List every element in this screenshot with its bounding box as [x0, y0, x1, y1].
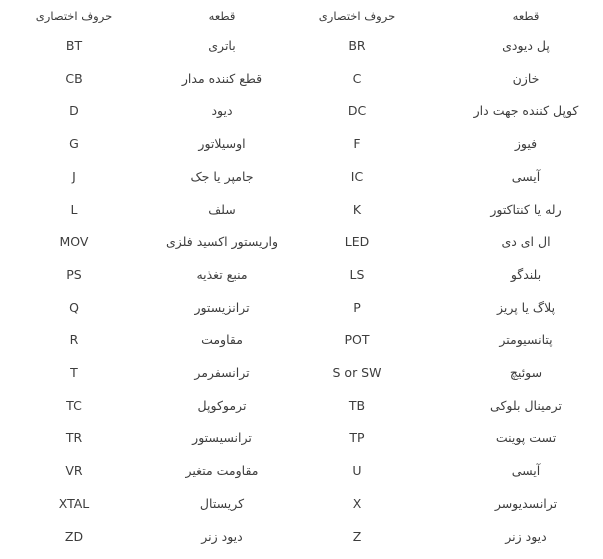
part-cell-2: ترانزیستور [194, 299, 250, 315]
part-cell-2: واریستور اکسید فلزی [165, 234, 279, 250]
abbr-cell: LED [344, 234, 370, 250]
abbr-cell: S or SW [332, 365, 382, 380]
table-row [0, 324, 603, 356]
table-row [0, 422, 603, 454]
header-part-2: قطعه [208, 9, 236, 23]
table-row [0, 292, 603, 324]
part-cell: ترمینال بلوکی [490, 397, 562, 413]
part-cell: بلندگو [510, 266, 542, 282]
part-cell: ترانسدیوسر [494, 495, 558, 511]
part-cell-2: جامپر یا جک [190, 168, 254, 184]
table-row [0, 488, 603, 520]
table-row [0, 30, 603, 62]
abbr-cell-2: CB [65, 70, 83, 86]
abbr-cell-2: L [70, 201, 78, 217]
abbr-cell: POT [344, 332, 370, 348]
part-cell: پل دیودی [502, 38, 550, 53]
abbr-cell: K [352, 201, 362, 217]
abbr-cell-2: R [69, 332, 79, 348]
abbr-cell: DC [347, 103, 367, 119]
part-cell-2: ترانسفرمر [194, 365, 250, 380]
part-cell-2: باتری [208, 38, 236, 53]
abbr-cell: Z [352, 528, 362, 544]
part-cell-2: مقاومت [201, 332, 243, 348]
abbr-cell-2: MOV [59, 234, 89, 250]
part-cell: سوئیچ [509, 365, 543, 380]
part-cell-2: ترانسیستور [192, 430, 252, 446]
abbr-cell: IC [350, 168, 364, 184]
abbr-cell-2: ZD [64, 528, 84, 544]
abbr-cell-2: PS [66, 266, 82, 282]
header-row [0, 0, 603, 32]
abbr-cell-2: J [72, 168, 76, 184]
part-cell: خازن [512, 70, 540, 86]
part-cell-2: اوسیلاتور [198, 136, 246, 152]
table-row [0, 128, 603, 160]
part-cell: آیسی [511, 463, 541, 479]
abbr-cell-2: VR [65, 463, 83, 479]
table-row [0, 194, 603, 226]
header-part: قطعه [512, 9, 540, 23]
abbr-cell: LS [349, 266, 365, 282]
abbr-cell: X [352, 495, 362, 511]
part-cell: پتانسیومتر [499, 332, 553, 348]
part-cell-2: مقاومت متغیر [185, 463, 259, 479]
abbr-cell-2: T [70, 365, 78, 380]
part-cell: کوپل کننده جهت دار [473, 103, 579, 119]
table-row [0, 390, 603, 422]
part-cell: ال ای دی [501, 234, 551, 250]
part-cell-2: دیود زنر [201, 528, 243, 544]
abbr-cell: BR [348, 38, 366, 53]
header-abbr: حروف اختصاری [318, 9, 396, 23]
table-row [0, 259, 603, 291]
part-cell: پلاگ یا پریز [496, 299, 556, 315]
abbr-cell-2: Q [69, 299, 79, 315]
part-cell: رله یا کنتاکتور [490, 201, 562, 217]
part-cell: تست پوینت [495, 430, 557, 446]
abbr-cell-2: TC [66, 397, 82, 413]
abbr-cell: C [352, 70, 362, 86]
table-row [0, 455, 603, 487]
abbr-cell: TP [349, 430, 365, 446]
abbr-cell-2: D [69, 103, 79, 119]
abbr-cell-2: TR [65, 430, 83, 446]
abbr-cell: P [353, 299, 361, 315]
abbr-cell-2: XTAL [58, 495, 90, 511]
part-cell-2: دیود [211, 103, 233, 119]
abbr-cell: TB [348, 397, 366, 413]
table-row [0, 226, 603, 258]
abbr-cell: U [352, 463, 362, 479]
part-cell: آیسی [511, 168, 541, 184]
part-cell-2: سلف [208, 201, 236, 217]
part-cell-2: ترموکوپل [197, 397, 247, 413]
abbr-cell-2: G [69, 136, 79, 152]
part-cell-2: قطع کننده مدار [181, 70, 263, 86]
abbr-cell: F [353, 136, 361, 152]
header-abbr-2: حروف اختصاری [35, 9, 113, 23]
table-row [0, 521, 603, 553]
table-row [0, 357, 603, 389]
table-row [0, 161, 603, 193]
part-cell: دیود زنر [505, 528, 547, 544]
part-cell-2: کریستال [199, 495, 245, 511]
table-row [0, 95, 603, 127]
part-cell: فیوز [514, 136, 538, 152]
abbr-cell-2: BT [65, 38, 83, 53]
part-cell-2: منبع تغذیه [196, 266, 248, 282]
table-row [0, 63, 603, 95]
